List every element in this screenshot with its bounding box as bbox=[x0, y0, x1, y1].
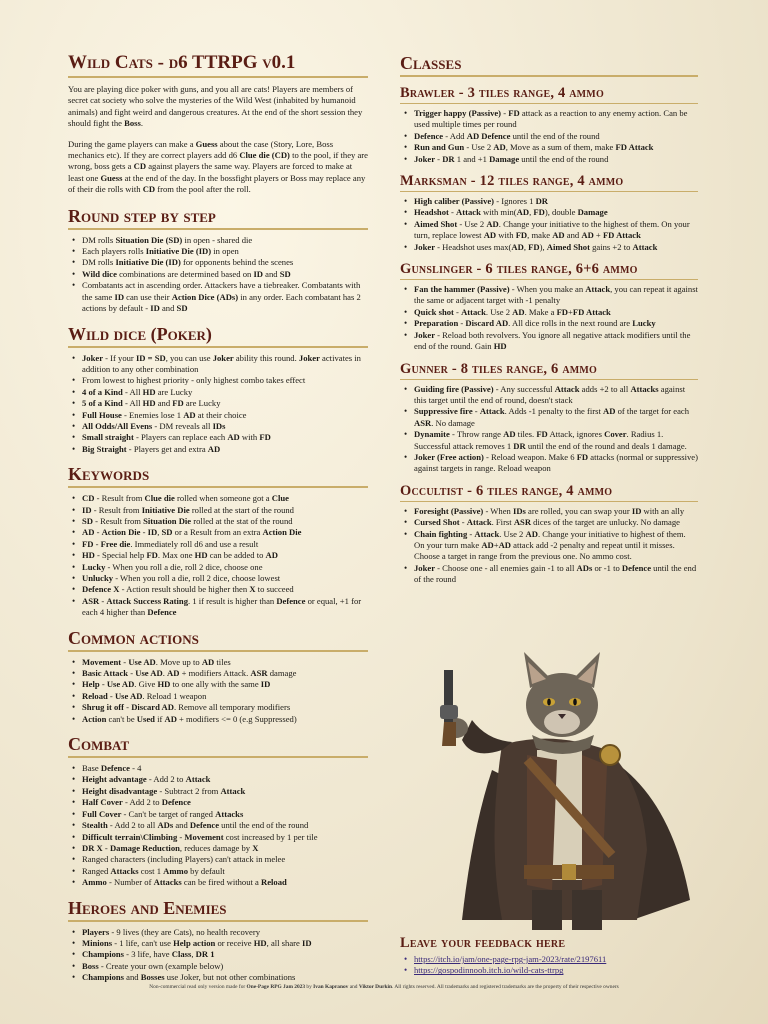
classes-list bbox=[400, 84, 698, 586]
list-item: • Movement - Use AD. Move up to AD tiles bbox=[82, 657, 368, 668]
intro-paragraph: You are playing dice poker with guns, and you all are cats! Players are members of secret cat society who solve the mysteries of the Wild West (inhabited by humanoid animals) and fight weird and dangerous creatures. At the end of the short session they should fight the Boss. bbox=[68, 84, 363, 129]
list-item: • Combatants act in ascending order. Attackers have a tiebreaker. Combatants with the same ID can use their Action Dice (ADs) in any order. Each combatant has 2 actions by default - ID and SD bbox=[82, 280, 368, 314]
class-list-gunner-8-tiles-range-6-ammo bbox=[400, 384, 698, 475]
class-heading-marksman-12-tiles-range-4-ammo: Marksman - 12 tiles range, 4 ammo bbox=[400, 172, 698, 192]
list-item: • Chain fighting - Attack. Use 2 AD. Change your initiative to highest of them. On your turn make AD+AD attack add -2 penalty and repeat until it misses. Choose a target in range from the previous one. No ammo cost. bbox=[414, 529, 698, 563]
list-item: • Defence X - Action result should be higher then X to succeed bbox=[82, 584, 368, 595]
list-item: • Joker - Reload both revolvers. You ignore all negative attack modifiers until the end of the round. Gain HD bbox=[414, 330, 698, 353]
list-item: • Foresight (Passive) - When IDs are rolled, you can swap your ID with an ally bbox=[414, 506, 698, 517]
section-list-combat bbox=[68, 763, 368, 888]
left-column bbox=[68, 52, 368, 984]
list-item: • Height advantage - Add 2 to Attack bbox=[82, 774, 368, 785]
list-item: • 4 of a Kind - All HD are Lucky bbox=[82, 387, 368, 398]
list-item: • Help - Use AD. Give HD to one ally with the same ID bbox=[82, 679, 368, 690]
list-item: • SD - Result from Situation Die rolled at the stat of the round bbox=[82, 516, 368, 527]
list-item: • Quick shot - Attack. Use 2 AD. Make a FD+FD Attack bbox=[414, 307, 698, 318]
list-item: • Small straight - Players can replace each AD with FD bbox=[82, 432, 368, 443]
list-item: • Ranged Attacks cost 1 Ammo by default bbox=[82, 866, 368, 877]
section-heading-wild-dice-poker: Wild dice (Poker) bbox=[68, 323, 368, 348]
list-item: • Each players rolls Initiative Die (ID) in open bbox=[82, 246, 368, 257]
list-item: • Guiding fire (Passive) - Any successful Attack adds +2 to all Attacks against this target until the end of round, doesn't stack bbox=[414, 384, 698, 407]
feedback-link-jam[interactable]: • https://itch.io/jam/one-page-rpg-jam-2023/rate/2197611 bbox=[414, 954, 698, 965]
page-title: Wild Cats - d6 TTRPG v0.1 bbox=[68, 52, 368, 78]
list-item: • Full House - Enemies lose 1 AD at their choice bbox=[82, 410, 368, 421]
list-item: • Joker - Headshot uses max(AD, FD), Aimed Shot gains +2 to Attack bbox=[414, 242, 698, 253]
list-item: • DM rolls Situation Die (SD) in open - shared die bbox=[82, 235, 368, 246]
list-item: • Stealth - Add 2 to all ADs and Defence until the end of the round bbox=[82, 820, 368, 831]
list-item: • Players - 9 lives (they are Cats), no health recovery bbox=[82, 927, 368, 938]
list-item: • High caliber (Passive) - Ignores 1 DR bbox=[414, 196, 698, 207]
list-item: • All Odds/All Evens - DM reveals all IDs bbox=[82, 421, 368, 432]
list-item: • Basic Attack - Use AD. AD + modifiers Attack. ASR damage bbox=[82, 668, 368, 679]
list-item: • 5 of a Kind - All HD and FD are Lucky bbox=[82, 398, 368, 409]
list-item: • Full Cover - Can't be target of ranged Attacks bbox=[82, 809, 368, 820]
list-item: • CD - Result from Clue die rolled when someone got a Clue bbox=[82, 493, 368, 504]
list-item: • ASR - Attack Success Rating. 1 if result is higher than Defence or equal, +1 for each 4 higher than Defence bbox=[82, 596, 368, 619]
list-item: • Champions - 3 life, have Class, DR 1 bbox=[82, 949, 368, 960]
feedback-heading: Leave your feedback here bbox=[400, 935, 566, 951]
class-heading-occultist-6-tiles-range-4-ammo: Occultist - 6 tiles range, 4 ammo bbox=[400, 482, 698, 502]
list-item: • Difficult terrain\Climbing - Movement cost increased by 1 per tile bbox=[82, 832, 368, 843]
feedback-links bbox=[400, 954, 698, 977]
list-item: • Ranged characters (including Players) can't attack in melee bbox=[82, 854, 368, 865]
list-item: • Aimed Shot - Use 2 AD. Change your initiative to the highest of them. On your turn, replace lowest AD with FD, make AD and AD + FD Attack bbox=[414, 219, 698, 242]
list-item: • AD - Action Die - ID, SD or a Result from an extra Action Die bbox=[82, 527, 368, 538]
section-list-common-actions bbox=[68, 657, 368, 725]
section-heading-common-actions: Common actions bbox=[68, 627, 368, 652]
list-item: • Shrug it off - Discard AD. Remove all temporary modifiers bbox=[82, 702, 368, 713]
list-item: • Preparation - Discard AD. All dice rolls in the next round are Lucky bbox=[414, 318, 698, 329]
gunslinger-cat-illustration-icon bbox=[432, 650, 698, 930]
class-heading-brawler-3-tiles-range-4-ammo: Brawler - 3 tiles range, 4 ammo bbox=[400, 84, 698, 104]
section-heading-heroes-and-enemies: Heroes and Enemies bbox=[68, 897, 368, 922]
list-item: • Unlucky - When you roll a die, roll 2 dice, choose lowest bbox=[82, 573, 368, 584]
left-sections bbox=[68, 205, 368, 984]
list-item: • Big Straight - Players get and extra AD bbox=[82, 444, 368, 455]
list-item: • Defence - Add AD Defence until the end of the round bbox=[414, 131, 698, 142]
list-item: • Half Cover - Add 2 to Defence bbox=[82, 797, 368, 808]
list-item: • Headshot - Attack with min(AD, FD), double Damage bbox=[414, 207, 698, 218]
list-item: • FD - Free die. Immediately roll d6 and use a result bbox=[82, 539, 368, 550]
list-item: • Joker - DR 1 and +1 Damage until the end of the round bbox=[414, 154, 698, 165]
list-item: • DM rolls Initiative Die (ID) for opponents behind the scenes bbox=[82, 257, 368, 268]
list-item: • Height disadvantage - Subtract 2 from Attack bbox=[82, 786, 368, 797]
class-heading-gunslinger-6-tiles-range-6-6-ammo: Gunslinger - 6 tiles range, 6+6 ammo bbox=[400, 260, 698, 280]
intro bbox=[68, 84, 368, 196]
section-heading-round-step-by-step: Round step by step bbox=[68, 205, 368, 230]
list-item: • Joker (Free action) - Reload weapon. Make 6 FD attacks (normal or suppressive) against targets in range. Reload weapon bbox=[414, 452, 698, 475]
list-item: • Run and Gun - Use 2 AD, Move as a sum of them, make FD Attack bbox=[414, 142, 698, 153]
section-list-wild-dice-poker bbox=[68, 353, 368, 456]
classes-heading: Classes bbox=[400, 52, 698, 77]
list-item: • Wild dice combinations are determined based on ID and SD bbox=[82, 269, 368, 280]
list-item: • Fan the hammer (Passive) - When you make an Attack, you can repeat it against the same or adjacent target with -1 penalty bbox=[414, 284, 698, 307]
list-item: • From lowest to highest priority - only highest combo takes effect bbox=[82, 375, 368, 386]
list-item: • Joker - If your ID = SD, you can use Joker ability this round. Joker activates in addition to any other combination bbox=[82, 353, 368, 376]
right-column bbox=[400, 52, 698, 586]
list-item: • Joker - Choose one - all enemies gain -1 to all ADs or -1 to Defence until the end of the round bbox=[414, 563, 698, 586]
feedback-section bbox=[400, 934, 698, 953]
intro-paragraph: During the game players can make a Guess about the case (Story, Lore, Boss mechanics etc). If they are correct players add d6 Clue die (CD) to the pool, if they are wrong, boss gets a CD against players the same way. Players are forced to make at least one Guess at the end of the day. In the bossfight players or Boss may replace any of their die rolls with CD from the pool after the roll. bbox=[68, 138, 368, 195]
class-list-gunslinger-6-tiles-range-6-6-ammo bbox=[400, 284, 698, 352]
list-item: • Dynamite - Throw range AD tiles. FD Attack, ignores Cover. Radius 1. Successful attack removes 1 DR until the end of the round and deals 1 damage. bbox=[414, 429, 698, 452]
feedback-link-itch[interactable]: • https://gospodinnoob.itch.io/wild-cats-ttrpg bbox=[414, 965, 698, 976]
class-list-brawler-3-tiles-range-4-ammo bbox=[400, 108, 698, 165]
list-item: • Ammo - Number of Attacks can be fired without a Reload bbox=[82, 877, 368, 888]
list-item: • ID - Result from Initiative Die rolled at the start of the round bbox=[82, 505, 368, 516]
footer-copyright: Non-commercial read only version made for One-Page RPG Jam 2023 by Ivan Kapranov and Viktor Durkin. All rights reserved. All trademarks and registered trademarks are the property of their respective owners bbox=[149, 984, 619, 990]
section-heading-keywords: Keywords bbox=[68, 463, 368, 488]
list-item: • Cursed Shot - Attack. First ASR dices of the target are unlucky. No damage bbox=[414, 517, 698, 528]
section-heading-combat: Combat bbox=[68, 733, 368, 758]
list-item: • Trigger happy (Passive) - FD attack as a reaction to any enemy action. Can be used multiple times per round bbox=[414, 108, 698, 131]
class-list-occultist-6-tiles-range-4-ammo bbox=[400, 506, 698, 586]
class-heading-gunner-8-tiles-range-6-ammo: Gunner - 8 tiles range, 6 ammo bbox=[400, 360, 698, 380]
list-item: • Reload - Use AD. Reload 1 weapon bbox=[82, 691, 368, 702]
class-list-marksman-12-tiles-range-4-ammo bbox=[400, 196, 698, 253]
list-item: • DR X - Damage Reduction, reduces damage by X bbox=[82, 843, 368, 854]
list-item: • Champions and Bosses use Joker, but not other combinations bbox=[82, 972, 368, 983]
list-item: • Base Defence - 4 bbox=[82, 763, 368, 774]
section-list-round-step-by-step bbox=[68, 235, 368, 315]
list-item: • Minions - 1 life, can't use Help action or receive HD, all share ID bbox=[82, 938, 368, 949]
list-item: • Action can't be Used if AD + modifiers <= 0 (e.g Suppressed) bbox=[82, 714, 368, 725]
list-item: • Suppressive fire - Attack. Adds -1 penalty to the first AD of the target for each ASR. No damage bbox=[414, 406, 698, 429]
list-item: • Lucky - When you roll a die, roll 2 dice, choose one bbox=[82, 562, 368, 573]
section-list-keywords bbox=[68, 493, 368, 618]
list-item: • Boss - Create your own (example below) bbox=[82, 961, 368, 972]
list-item: • HD - Special help FD. Max one HD can be added to AD bbox=[82, 550, 368, 561]
section-list-heroes-and-enemies bbox=[68, 927, 368, 984]
